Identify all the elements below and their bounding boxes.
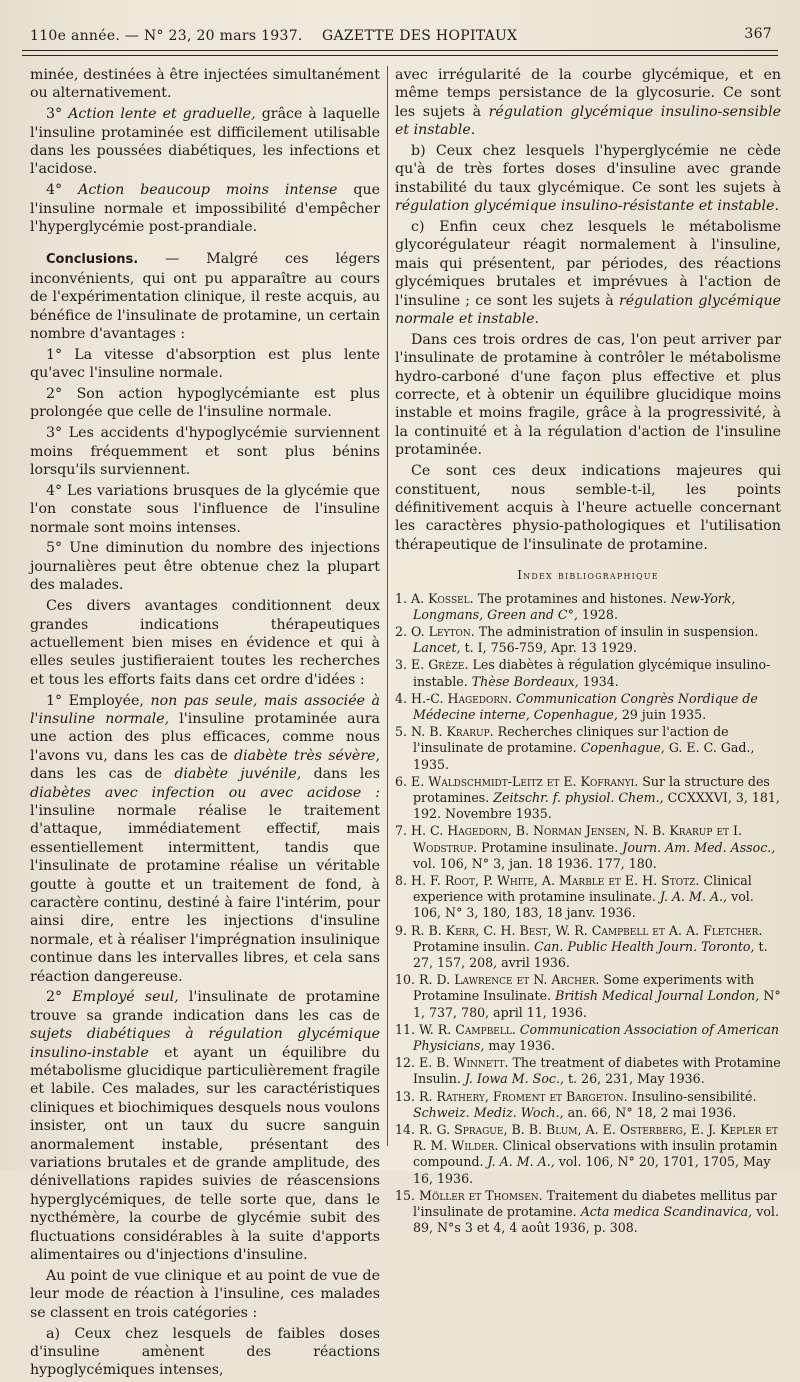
ref-author: R. Rathery, Froment et Bargeton. <box>419 1088 628 1104</box>
ref-number: 12. <box>395 1055 416 1071</box>
list-item: 2° Son action hypoglycémiante est plus prolongée que celle de l'insuline normale. <box>30 386 380 421</box>
bibliography-entry <box>395 1089 781 1121</box>
section-heading: Conclusions. <box>46 252 139 268</box>
ref-journal: Communication Association of American Physicians, <box>413 1021 779 1054</box>
ref-title: Clinical observations with insulin protamin compound. <box>413 1138 778 1170</box>
ref-author: A. Kossel. <box>411 590 474 606</box>
paragraph: Au point de vue clinique et au point de vue de leur mode de réaction à l'insuline, ces malades se classent en trois catégories : <box>30 1267 380 1321</box>
bibliography-entry <box>395 591 781 623</box>
ref-journal: Copenhague, <box>580 740 665 756</box>
ref-journal: Zeitschr. f. physiol. Chem., <box>493 789 664 805</box>
ref-title: Clinical experience with protamine insulinate. <box>413 872 752 905</box>
ref-author: E. Grèze. <box>411 657 469 673</box>
ref-number: 1. <box>395 590 408 606</box>
bibliography-entry <box>395 1022 781 1054</box>
ref-author: H. F. Root, P. White, A. Marble et E. H. Stotz. <box>411 872 700 888</box>
ref-title: Protamine insulin. <box>413 938 531 954</box>
ref-number: 13. <box>395 1088 416 1104</box>
bibliography-entry <box>395 1122 781 1187</box>
indication-1: 1° Employée, non pas seule, mais associée à l'insuline normale, l'insuline protaminée aura une action des plus efficaces, comme nous l'avons vu, dans les cas de diabète très sévère, dans les cas de diabète juvénile, dans les diabètes avec infection ou avec acidose : l'insuline normale réalise le traitement d'attaque, immédiatement effectif, mais essentiellement intermittent, tandis que l'insulinate de protamine réalise un véritable goutte à goutte et un traitement de fond, à caractère continu, destiné à faire l'intérim, pour ainsi dire, entre les injections d'insuline normale, et à réaliser l'imprégnation insulinique continue dans les intervalles libres, et cela sans réaction dangereuse. <box>30 692 381 985</box>
ref-journal: Lancet, <box>413 640 461 656</box>
bibliography-entry <box>395 624 781 656</box>
ref-number: 9. <box>395 922 408 938</box>
ref-number: 7. <box>395 823 408 839</box>
ref-number: 5. <box>395 724 408 740</box>
ref-number: 11. <box>395 1021 416 1037</box>
ref-author: H.-C. Hagedorn. <box>411 690 512 706</box>
ref-details: t. I, 756-759, Apr. 13 1929. <box>464 640 637 656</box>
ref-details: vol. 89, N°s 3 et 4, 4 août 1936, p. 308. <box>413 1204 779 1236</box>
bibliography-entry <box>395 972 781 1021</box>
ref-title: Insulino-sensibilité. <box>631 1088 757 1104</box>
ref-details: CCXXXVI, 3, 181, 192. Novembre 1935. <box>413 789 780 822</box>
ref-details: vol. 106, N° 20, 1701, 1705, May 16, 1936. <box>413 1154 771 1186</box>
ref-title: The treatment of diabetes with Protamine Insulin. <box>413 1055 781 1087</box>
ref-number: 8. <box>395 872 408 888</box>
ref-number: 4. <box>395 690 408 706</box>
ref-author: R. G. Sprague, B. B. Blum, A. E. Osterberg, E. J. Kepler et R. M. Wilder. <box>413 1122 779 1154</box>
ref-author: H. C. Hagedorn, B. Norman Jensen, N. B. Krarup et I. Wodstrup. <box>411 823 743 855</box>
ref-number: 15. <box>395 1187 416 1203</box>
ref-details: 1934. <box>582 673 619 689</box>
ref-details: 29 juin 1935. <box>621 706 707 722</box>
ref-journal: Thèse Bordeaux, <box>471 673 579 689</box>
paragraph: avec irrégularité de la courbe glycémique, et en même temps persistance de la glycosurie. Ce sont les sujets à régulation glycémique insulino-sensible et instable. <box>395 67 781 139</box>
indication-2: 2° Employé seul, l'insulinate de protamine trouve sa grande indication dans les cas de sujets diabétiques à régulation glycémique insulino-instable et ayant un équilibre du métabolisme glucidique particulièrement fragile et labile. Ces malades, sur les caractéristiques cliniques et biochimiques desquels nous voulons insister, ont un taux du sucre sanguin anormalement instable, présentant des variations brutales et de grande amplitude, des dénivellations rapides suivies de réascensions hyperglycémiques, de telle sorte que, dans le nycthémère, la courbe de glycémie subit des fluctuations considérables à la suite d'apports alimentaires ou d'injections d'insuline. <box>30 989 381 1264</box>
ref-number: 10. <box>395 972 416 988</box>
ref-title: Protamine insulinate. <box>481 839 619 855</box>
bibliography-heading: Index bibliographique <box>517 568 659 583</box>
ref-number: 6. <box>395 773 408 789</box>
list-item: 1° La vitesse d'absorption est plus lente qu'avec l'insuline normale. <box>30 346 380 382</box>
paragraph: 3° Action lente et graduelle, grâce à laquelle l'insuline protaminée est difficilement utilisable dans les poussées diabétiques, les infections et l'acidose. <box>30 106 381 178</box>
ref-journal: New-York, Longmans, Green and C°, <box>413 590 736 622</box>
ref-journal: Schweiz. Mediz. Woch., <box>413 1104 564 1120</box>
bibliography-list <box>395 591 781 1237</box>
ref-author: W. R. Campbell. <box>419 1021 516 1037</box>
paragraph: 4° Action beaucoup moins intense que l'insuline normale et impossibilité d'empêcher l'hyperglycémie post-prandiale. <box>30 182 380 236</box>
bibliography-entry <box>395 724 781 773</box>
bibliography-entry <box>395 691 781 723</box>
ref-journal: Acta medica Scandinavica, <box>580 1204 753 1220</box>
ref-details: vol. 106, N° 3, 180, 183, 18 janv. 1936. <box>413 889 754 921</box>
bibliography-entry <box>395 1188 781 1237</box>
ref-details: t. 27, 157, 208, avril 1936. <box>413 938 768 970</box>
ref-author: R. D. Lawrence et N. Archer. <box>419 972 600 988</box>
ref-journal: J. A. M. A., <box>659 889 728 905</box>
ref-details: G. E. C. Gad., 1935. <box>413 740 755 772</box>
ref-journal: J. Iowa M. Soc., <box>464 1071 564 1087</box>
bibliography-entry <box>395 657 781 689</box>
ref-title: The administration of insulin in suspension. <box>478 623 759 639</box>
header-rule <box>22 50 778 51</box>
left-column <box>30 66 380 1382</box>
page-number: 367 <box>744 26 772 42</box>
ref-title: Traitement du diabetes mellitus par l'insulinate de protamine. <box>413 1187 777 1220</box>
ref-journal: Journ. Am. Med. Assoc., <box>622 839 776 855</box>
ref-author: Möller et Thomsen. <box>419 1187 543 1203</box>
list-item: 4° Les variations brusques de la glycémie que l'on constate sous l'influence de l'insuline normale sont moins intenses. <box>30 482 380 536</box>
right-column <box>395 66 781 1237</box>
running-header <box>22 26 778 48</box>
list-item: 3° Les accidents d'hypoglycémie surviennent moins fréquemment et sont plus bénins lorsqu'ils surviennent. <box>30 425 380 479</box>
ref-number: 14. <box>395 1122 416 1138</box>
ref-author: E. Waldschmidt-Leitz et E. Kofranyi. <box>411 773 639 789</box>
ref-details: may 1936. <box>488 1038 555 1054</box>
ref-details: N° 1, 737, 780, april 11, 1936. <box>413 988 781 1020</box>
ref-number: 2. <box>395 623 408 639</box>
ref-details: t. 26, 231, May 1936. <box>567 1071 705 1087</box>
issue-info: 110e année. — N° 23, 20 mars 1937. <box>30 28 303 44</box>
category-b: b) Ceux chez lesquels l'hyperglycémie ne cède qu'à de très fortes doses d'insuline avec grande instabilité du taux glycémique. Ce sont les sujets à régulation glycémique insulino-résistante et instable. <box>395 143 781 215</box>
list-item: 5° Une diminution du nombre des injections journalières peut être obtenue chez la plupart des malades. <box>30 540 380 594</box>
ref-journal: Can. Public Health Journ. Toronto, <box>534 938 755 954</box>
ref-details: 1928. <box>581 606 618 622</box>
ref-author: E. B. Winnett. <box>419 1055 509 1071</box>
column-divider <box>387 66 388 1146</box>
header-rule-thin <box>22 55 778 56</box>
ref-details: vol. 106, N° 3, jan. 18 1936. 177, 180. <box>413 855 657 871</box>
ref-number: 3. <box>395 657 408 673</box>
ref-author: N. B. Krarup. <box>411 724 494 740</box>
ref-author: R. B. Kerr, C. H. Best, W. R. Campbell et A. A. Fletcher. <box>411 922 763 938</box>
ref-details: an. 66, N° 18, 2 mai 1936. <box>567 1104 737 1120</box>
ref-title: The protamines and histones. <box>477 590 667 606</box>
ref-journal: Communication Congrès Nordique de Médecine interne, Copenhague, <box>413 690 758 722</box>
bibliography-entry <box>395 823 781 872</box>
ref-journal: J. A. M. A., <box>487 1154 555 1170</box>
ref-author: O. Leyton. <box>411 623 475 639</box>
bibliography-entry <box>395 774 781 823</box>
ref-title: Recherches cliniques sur l'action de l'insulinate de protamine. <box>413 724 729 756</box>
paragraph: Ces divers avantages conditionnent deux grandes indications thérapeutiques actuellement bien mises en évidence et qui à elles seules justifieraient toutes les recherches et tous les efforts faits dans cet ordre d'idées : <box>30 598 380 688</box>
ref-title: Some experiments with Protamine Insulinate. <box>413 972 755 1004</box>
bibliography-entry <box>395 923 781 972</box>
ref-title: Sur la structure des protamines. <box>413 773 770 805</box>
journal-title: GAZETTE DES HOPITAUX <box>322 28 518 44</box>
category-a: a) Ceux chez lesquels de faibles doses d'insuline amènent des réactions hypoglycémiques intenses, <box>30 1325 380 1379</box>
bibliography-entry <box>395 873 781 922</box>
ref-journal: British Medical Journal London, <box>555 988 760 1004</box>
paragraph: minée, destinées à être injectées simultanément ou alternativement. <box>30 67 380 102</box>
paragraph: Dans ces trois ordres de cas, l'on peut arriver par l'insulinate de protamine à contrôler le métabolisme hydro-carboné d'une façon plus effective et plus correcte, et à obtenir un équilibre glucidique moins instable et moins fragile, grâce à la progressivité, à la continuité et à la régulation d'action de l'insuline protaminée. <box>395 331 781 459</box>
category-c: c) Enfin ceux chez lesquels le métabolisme glycorégulateur réagit normalement à l'insuline, mais qui présentent, par périodes, des réactions glycémiques brutales et imprévues à l'action de l'insuline ; ce sont les sujets à régulation glycémique normale et instable. <box>395 219 781 328</box>
conclusions-paragraph: Conclusions. — Malgré ces légers inconvénients, qui ont pu apparaître au cours de l'expérimentation clinique, il reste acquis, au bénéfice de l'insulinate de protamine, un certain nombre d'avantages : <box>30 251 380 343</box>
bibliography-entry <box>395 1055 781 1087</box>
ref-title: Les diabètes à régulation glycémique insulino-instable. <box>413 657 771 689</box>
paragraph: Ce sont ces deux indications majeures qui constituent, nous semble-t-il, les points définitivement acquis à l'heure actuelle concernant les caractères physio-pathologiques et l'utilisation thérapeutique de l'insulinate de protamine. <box>395 463 781 553</box>
